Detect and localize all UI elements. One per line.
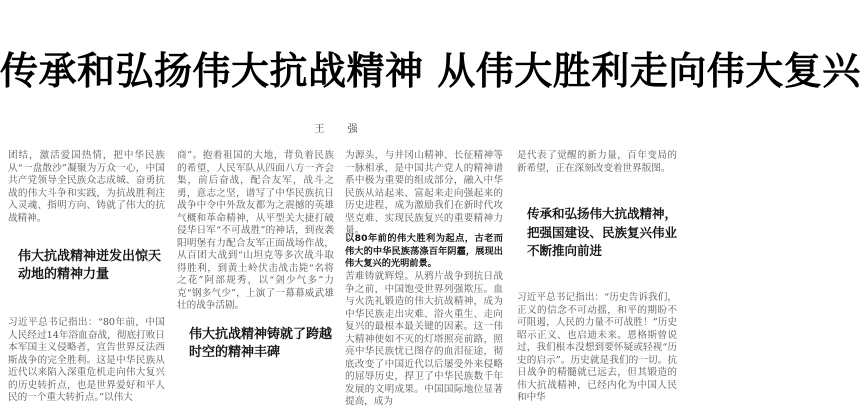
column-1-subheading: 伟大抗战精神迸发出惊天动地的精神力量 (18, 249, 162, 282)
column-2-paragraph-1: 商”。抱着祖国的大地，背负着民族的希望，人民军队从四面八方一齐会集，前后奋战，配合友军，战斗之勇，意志之坚，谱写了中华民族抗日战争中令中外敌友都为之震撼的英雄气概和革命精神，从平型关大捷打破侵华日军“不可战胜”的神话，到夜袭阳明堡有力配合友军正面战场作战，从百团大战到“山坦克等多次战斗取得胜利，到黄土岭伏击战击毙“名将之花”阿部规秀，以“剑少气多”力克“钢多气少”，上演了一幕幕威武雄壮的战争活剧。 (177, 150, 334, 311)
column-2-subheading: 伟大抗战精神铸就了跨越时空的精神丰碑 (189, 327, 333, 360)
column-4-paragraph-1: 是代表了觉醒的新力量，百年变局的新希望，正在深刻改变着世界版图。 (517, 150, 677, 174)
column-4-subheading: 传承和弘扬伟大抗战精神，把强国建设、民族复兴伟业不断推向前进 (527, 206, 678, 258)
column-4-paragraph-2: 习近平总书记指出：“历史告诉我们，正义的信念不可动摇，和平的期盼不可阻遏，人民的力量不可战胜！”历史昭示正义、也启迪未来。恩格斯曾说过，我们根本没想到要怀疑或轻视“历史的启示”。历史就是我们的一切。抗日战争的精髓就已远去，但其锻造的伟大抗战精神，已经内化为中国人民和中华 (517, 292, 677, 403)
column-3-paragraph-2: 苦难铸就辉煌。从鸦片战争到抗日战争之前，中国饱受世界列强欺压。血与火洗礼锻造的伟大抗战精神，成为中华民族走出灾难、浴火重生、走向复兴的最根本最关键的因素。这一伟大精神使如不灭的灯塔照亮前路，照亮中华民族忧已图存的血泪征途，彻底改变了中国近代以后屡受外来侵略的屈辱历史，捍卫了中华民族数千年发展的文明成果。中国国际地位显著提高，成为 (345, 271, 503, 407)
column-3-paragraph-1: 为源头，与井冈山精神、长征精神等一脉相承，是中国共产党人的精神谱系中极为重要的组成部分，融入中华民族从站起来、富起来走向强起来的历史进程，成为激励我们在新时代攻坚克难、实现民族复兴的重要精神力量。 (345, 150, 503, 236)
column-1-paragraph-2: 习近平总书记指出：“80年前，中国人民经过14年浴血奋战，彻底打败日本军国主义侵略者，宣告世界反法西斯战争的完全胜利。这是中华民族从近代以来陷入深重危机走向伟大复兴的历史转折点，也是世界爱好和平人民的一个重大转折点。”以伟大 (8, 317, 165, 403)
column-1-paragraph-1: 团结，激活爱国热情，把中华民族从“一盘散沙”凝聚为万众一心，中国共产党领导全民族众志成城、奋勇抗战的伟大斗争和实践，为抗战胜利注入灵魂、指明方向、铸就了伟大的抗战精神。 (8, 150, 165, 224)
author-byline: 王 强 (314, 124, 368, 135)
article-headline: 传承和弘扬伟大抗战精神 从伟大胜利走向伟大复兴 (0, 49, 861, 93)
column-3-bold-paragraph: 以80年前的伟大胜利为起点，古老而伟大的中华民族荡涤百年阴霾，展现出伟大复兴的光明前景。 (345, 233, 503, 269)
